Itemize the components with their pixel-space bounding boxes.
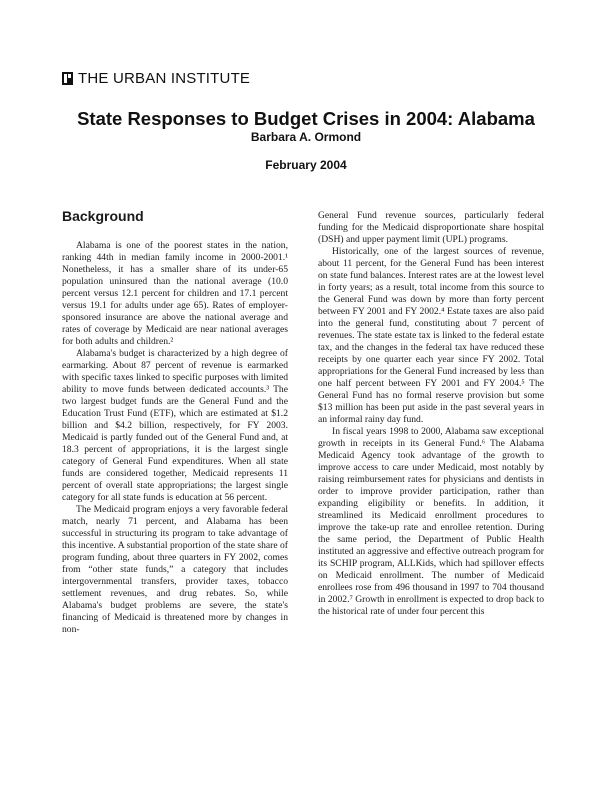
paragraph: In fiscal years 1998 to 2000, Alabama saw exceptional growth in receipts in its General Fund.⁶ The Alabama Medicaid Agency took advantage of the growth to improve access to care under Medicaid, most notably by raising reimbursement rates for physicians and dentists in order to improve provider participation, rather than expanding eligibility or benefits. In addition, it streamlined its Medicaid enrollment procedures to improve the take-up rate and enrollee retention. During the same period, the Department of Public Health instituted an aggressive and effective outreach program for its SCHIP program, ALLKids, which had spillover effects on Medicaid enrollment. The number of Medicaid enrollees rose from 496 thousand in 1997 to 704 thousand in 2002.⁷ Growth in enrollment is expected to drop back to the historical rate of under four percent this: [318, 426, 544, 617]
paragraph: Alabama is one of the poorest states in the nation, ranking 44th in median family income in 2000-2001.¹ Nonetheless, it has a smaller share of its under-65 population uninsured than the national average (10.0 percent versus 12.1 percent for children and 17.1 percent versus 19.1 for adults under age 65). Rates of employer-sponsored insurance are above the national average and rates of coverage by Medicaid are near national averages for both adults and children.²: [62, 240, 288, 347]
org-name: THE URBAN INSTITUTE: [78, 70, 251, 87]
urban-institute-logo-icon: [62, 72, 73, 85]
paragraph: Historically, one of the largest sources of revenue, about 11 percent, for the General Fund has been interest on state fund balances. Interest rates are at the lowest level in forty years; as a result, total income from this source to the General Fund was down by more than forty percent between FY 2001 and FY 2002.⁴ Estate taxes are also paid into the general fund, constituting about 7 percent of revenues. The state estate tax is linked to the federal estate tax, and the changes in the federal tax have reduced these receipts by one quarter each year since FY 2002. Total appropriations for the General Fund increased by less than one half percent between FY 2001 and FY 2004.⁵ The General Fund has no formal reserve provision but some $13 million has been put aside in the past several years in an informal rainy day fund.: [318, 246, 544, 425]
paragraph: General Fund revenue sources, particularly federal funding for the Medicaid disproportionate share hospital (DSH) and upper payment limit (UPL) programs.: [318, 210, 544, 245]
paragraph: The Medicaid program enjoys a very favorable federal match, nearly 71 percent, and Alabama has been successful in structuring its program to take advantage of this incentive. A substantial proportion of the state share of program funding, about three quarters in FY 2002, comes from “other state funds,” a category that includes intergovernmental transfers, provider taxes, tobacco settlement revenues, and drug rebates. So, while Alabama's budget problems are severe, the state's financing of Medicaid is threatened more by changes in non-: [62, 504, 288, 635]
paragraph: Alabama's budget is characterized by a high degree of earmarking. About 87 percent of revenue is earmarked with specific taxes linked to specific purposes with limited ability to move funds between dedicated accounts.³ The two largest budget funds are the General Fund and the Education Trust Fund (ETF), which are estimated at $1.2 billion and $4.2 billion, respectively, for FY 2003. Medicaid is partly funded out of the General Fund and, at 18.3 percent of appropriations, it is the largest single category of General Fund expenditures. When all state funds are considered together, Medicaid represents 11 percent of overall state appropriations; the largest single category for all state funds is education at 56 percent.: [62, 348, 288, 503]
right-column: [318, 210, 544, 618]
section-heading: Background: [62, 208, 144, 224]
author-name: Barbara A. Ormond: [250, 130, 362, 144]
document-title: State Responses to Budget Crises in 2004: Alabama: [77, 108, 535, 129]
left-column: [62, 208, 288, 636]
org-header: [62, 70, 250, 87]
publication-date: February 2004: [265, 158, 347, 172]
